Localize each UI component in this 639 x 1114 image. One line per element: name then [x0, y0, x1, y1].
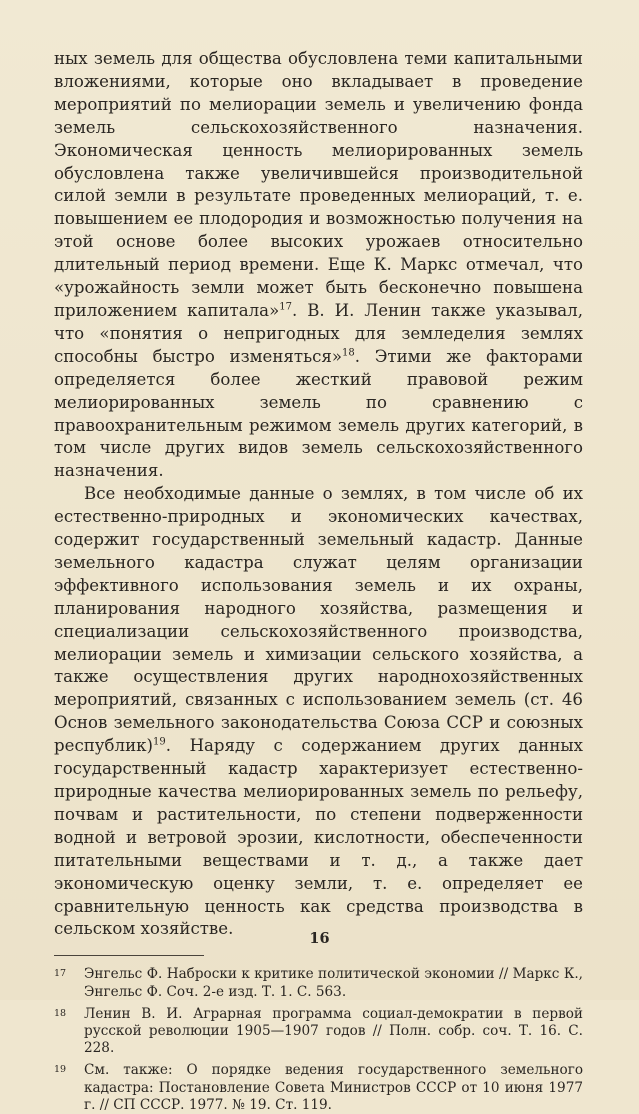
footnote-reference: 18: [342, 347, 355, 359]
paragraph: [54, 48, 583, 483]
paragraph-text: . Наряду с содержанием других данных государственный кадастр характеризует естественно-природные качества мелиорированных земель по рельефу, почвам и растительности, по степени подверженности водной и ветровой эрозии, кислотности, обеспеченности питательными веществами и т. д., а также дает экономическую оценку земли, т. е. определяет ее сравнительную ценность как средства производства в сельском хозяйстве.: [54, 736, 583, 939]
paragraph-text: ных земель для общества обусловлена теми капитальными вложениями, которые оно вкладывает в проведение мероприятий по мелиорации земель и увеличению фонда земель сельскохозяйственного назначения. Экономическая ценность мелиорированных земель обусловлена также увеличившейся производительной силой земли в результате проведенных мелиораций, т. е. повышением ее плодородия и возможностью получения на этой основе более высоких урожаев относительно длительный период времени. Еще К. Маркс отмечал, что «урожайность земли может быть бесконечно повышена приложением капитала»: [54, 49, 583, 320]
footnote-reference: 17: [279, 301, 292, 313]
footnote-text: Энгельс Ф. Наброски к критике политической экономии // Маркс К., Энгельс Ф. Соч. 2-е изд. Т. 1. С. 563.: [84, 966, 583, 1000]
paragraph-text: Все необходимые данные о землях, в том числе об их естественно-природных и экономических качествах, содержит государственный земельный кадастр. Данные земельного кадастра служат целям организации эффективного использования земель и их охраны, планирования народного хозяйства, размещения и специализации сельскохозяйственного производства, мелиорации земель и химизации сельского хозяйства, а также осуществления других народнохозяйственных мероприятий, связанных с использованием земель (ст. 46 Основ земельного законодательства Союза ССР и союзных республик): [54, 484, 583, 756]
paragraph: [54, 483, 583, 941]
paragraph-text: . Этими же факторами определяется более жесткий правовой режим мелиорированных земель по сравнению с правоохранительным режимом земель других категорий, в том числе других видов земель сельскохозяйственного назначения.: [54, 346, 583, 481]
page-number: 16: [309, 930, 330, 947]
footnote: [54, 1006, 583, 1058]
footnote-text: См. также: О порядке ведения государственного земельного кадастра: Постановление Совета Министров СССР от 10 июня 1977 г. // СП СССР. 1977. № 19. Ст. 119.: [84, 1062, 583, 1113]
footnote-number: 18: [54, 1007, 67, 1019]
footnote: [54, 966, 583, 1000]
footnote-divider: [54, 955, 204, 956]
footnote-number: 17: [54, 968, 67, 980]
main-text: [54, 48, 583, 941]
footnote: [54, 1062, 583, 1114]
paragraph-text: . В. И. Ленин также указывал, что «понятия о непригодных для земледелия землях способны быстро изменяться»: [54, 300, 583, 366]
footnotes: [54, 966, 583, 1114]
footnote-reference: 19: [153, 736, 166, 748]
footnote-number: 19: [54, 1064, 67, 1076]
footnote-text: Ленин В. И. Аграрная программа социал-демократии в первой русской революции 1905—1907 годов // Полн. собр. соч. Т. 16. С. 228.: [84, 1005, 583, 1057]
